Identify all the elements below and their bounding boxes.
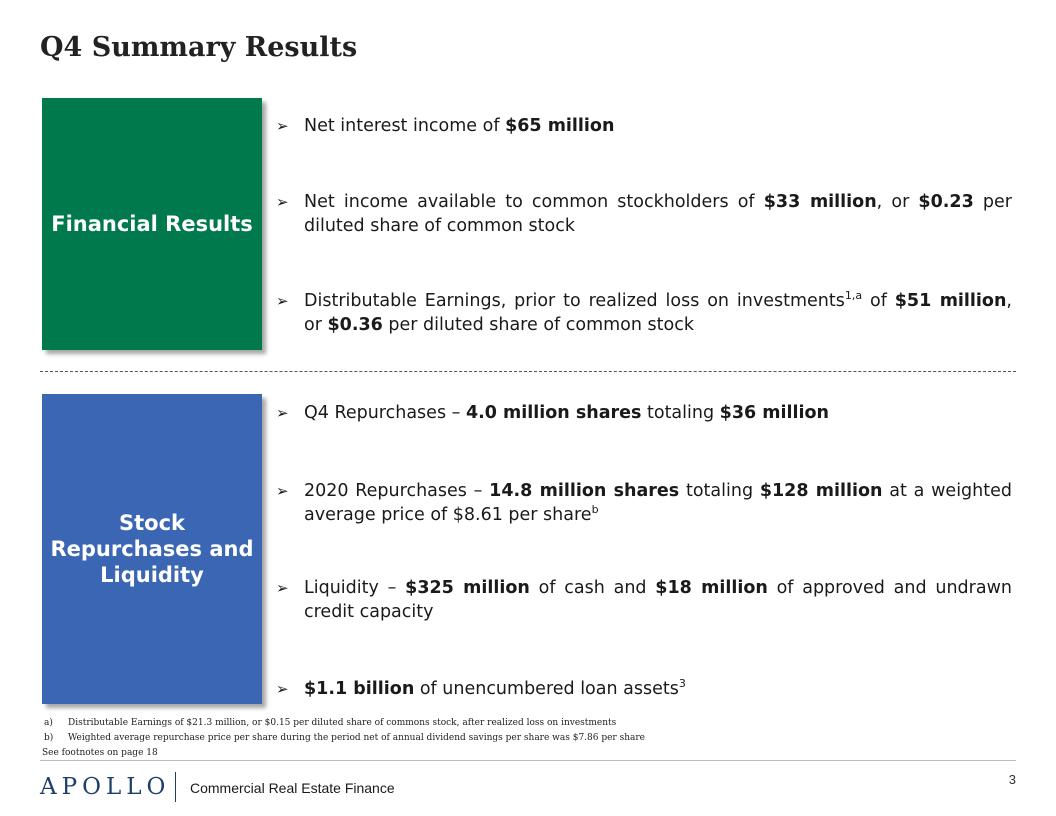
bullet-bold: $36 million [719,403,829,423]
bullet-text: of [862,291,895,311]
arrowhead-icon: ➢ [276,117,289,135]
bullet-text: of unencumbered loan assets [414,679,679,699]
arrowhead-icon: ➢ [276,292,289,310]
bullet-text: Liquidity – [304,578,406,598]
bullet-text: Q4 Repurchases – [304,403,466,423]
bullet-text: , or [304,291,1012,335]
bullet-text: Net income available to common stockholders of [304,192,764,212]
stock-repurchases-label: Stock Repurchases and Liquidity [50,511,254,587]
bullet-text: Net interest income of [304,116,506,136]
footer-subtitle: Commercial Real Estate Finance [190,780,395,796]
bullet-2020-repurchases [276,479,1012,527]
footnote-a [42,716,942,731]
footnote-mark: b) [44,733,54,743]
footnote-mark: a) [44,718,53,728]
bullet-text: totaling [679,481,760,501]
page-number: 3 [1008,772,1016,787]
bullet-bold: $0.36 [327,315,383,335]
arrowhead-icon: ➢ [276,482,289,500]
section-divider [40,371,1016,372]
arrowhead-icon: ➢ [276,579,289,597]
bullet-text: , or [876,192,919,212]
stock-repurchases-panel [42,394,262,704]
bullet-text: per diluted share of common stock [382,315,694,335]
bullet-bold: $65 million [505,116,615,136]
arrowhead-icon: ➢ [276,404,289,422]
bullet-text: of approved and undrawn credit capacity [304,578,1012,622]
bullet-bold: $18 million [655,578,768,598]
page-title: Q4 Summary Results [40,32,358,63]
bullet-bold: $51 million [894,291,1007,311]
bullet-bold: $0.23 [918,192,974,212]
footnote-ref: 3 [678,677,686,691]
bullet-distributable-earnings [276,289,1012,337]
footnote-ref: b [591,503,599,517]
bullet-liquidity [276,576,1012,624]
bullet-text: Distributable Earnings, prior to realized loss on investments [304,291,845,311]
bullet-bold: $128 million [759,481,883,501]
bullet-text: per diluted share of common stock [304,192,1012,236]
bullet-net-income [276,190,1012,238]
financial-results-panel [42,98,262,350]
bullet-text: totaling [641,403,720,423]
footnote-text: Distributable Earnings of $21.3 million, or $0.15 per diluted share of commons stock, after realized loss on investments [68,718,617,728]
logo-separator [175,772,176,802]
footnotes [42,716,942,761]
footnote-ref: 1,a [844,289,863,303]
bullet-bold: $325 million [405,578,530,598]
bullet-bold: 14.8 million shares [489,481,680,501]
bullet-bold: $33 million [763,192,877,212]
footnote-text: Weighted average repurchase price per share during the period net of annual dividend savings per share was $7.86 per share [68,733,646,743]
bullet-text: of cash and [529,578,656,598]
bullet-text: 2020 Repurchases – [304,481,490,501]
bullet-q4-repurchases [276,401,1012,425]
bullet-bold: $1.1 billion [304,679,415,699]
bullet-net-interest-income [276,114,1012,138]
financial-results-label: Financial Results [51,212,253,236]
bullet-bold: 4.0 million shares [465,403,642,423]
apollo-logo: APOLLO [40,774,171,800]
footer-divider [40,760,1016,761]
bullet-unencumbered-assets [276,677,1012,701]
bullet-text: at a weighted average price of $8.61 per share [304,481,1012,525]
footnote-b [42,731,942,746]
arrowhead-icon: ➢ [276,193,289,211]
arrowhead-icon: ➢ [276,680,289,698]
see-footnotes-note: See footnotes on page 18 [42,748,158,758]
